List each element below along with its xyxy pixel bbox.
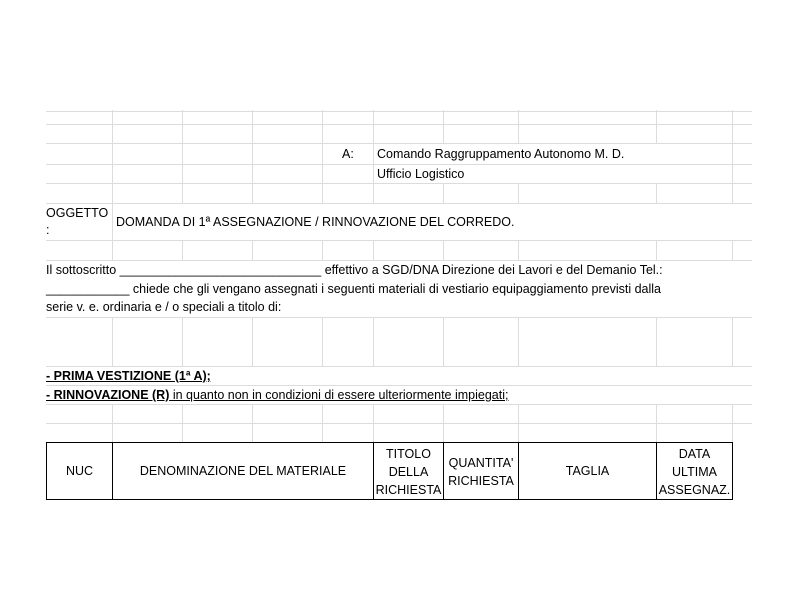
subject-label: OGGETTO — [46, 206, 109, 220]
header-data — [656, 442, 733, 500]
gridline — [373, 317, 374, 367]
gridline — [182, 110, 183, 204]
gridline — [373, 404, 374, 442]
header-quantita-l1: QUANTITA' — [448, 456, 514, 470]
gridline — [112, 404, 113, 442]
header-titolo — [373, 442, 444, 500]
gridline — [518, 240, 519, 261]
gridline — [443, 404, 444, 442]
gridline — [322, 317, 323, 367]
gridline — [112, 317, 113, 367]
gridline — [46, 423, 752, 424]
gridline — [46, 240, 752, 241]
gridline — [252, 404, 253, 442]
gridline — [46, 111, 752, 112]
header-data-l2: ULTIMA — [672, 465, 717, 479]
gridline — [46, 143, 752, 144]
header-data-l3: ASSEGNAZ. — [658, 483, 731, 497]
option-renewal — [46, 386, 508, 404]
header-nuc — [46, 442, 113, 500]
header-titolo-l1: TITOLO — [386, 447, 431, 461]
header-titolo-l3: RICHIESTA — [375, 483, 442, 497]
recipient-line-1: Comando Raggruppamento Autonomo M. D. — [377, 147, 625, 161]
gridline — [518, 317, 519, 367]
spreadsheet-grid — [46, 110, 752, 497]
subject-label-colon: : — [46, 223, 50, 237]
recipient-line-2: Ufficio Logistico — [377, 167, 465, 181]
gridline — [443, 183, 444, 204]
gridline — [46, 404, 752, 405]
header-quantita-l2: RICHIESTA — [448, 474, 514, 488]
gridline — [443, 240, 444, 261]
body-line-2: ____________ chiede che gli vengano assegnati i seguenti materiali di vestiario equipaggiamento previsti dalla — [46, 282, 661, 296]
gridline — [46, 317, 752, 318]
option-first-assignment: - PRIMA VESTIZIONE (1ª A); — [46, 369, 211, 383]
gridline — [732, 317, 733, 367]
gridline — [518, 110, 519, 144]
gridline — [373, 110, 374, 204]
body-line-3: serie v. e. ordinaria e / o speciali a titolo di: — [46, 300, 282, 314]
gridline — [46, 124, 752, 125]
gridline — [182, 240, 183, 261]
gridline — [112, 203, 113, 241]
option-renewal-text: in quanto non in condizioni di essere ulteriormente impiegati; — [169, 388, 509, 402]
gridline — [443, 317, 444, 367]
gridline — [252, 110, 253, 204]
gridline — [732, 404, 733, 442]
gridline — [656, 240, 657, 261]
subject-text: DOMANDA DI 1ª ASSEGNAZIONE / RINNOVAZIONE DEL CORREDO. — [116, 215, 515, 229]
gridline — [732, 110, 733, 204]
gridline — [656, 183, 657, 204]
recipient-label: A: — [342, 147, 354, 161]
gridline — [518, 183, 519, 204]
body-line-1: Il sottoscritto _____________________________ effettivo a SGD/DNA Direzione dei Lavori e del Demanio Tel.: — [46, 263, 663, 277]
header-titolo-l2: DELLA — [388, 465, 429, 479]
gridline — [322, 240, 323, 261]
option-renewal-bold: - RINNOVAZIONE (R) — [46, 388, 170, 402]
gridline — [112, 110, 113, 204]
gridline — [443, 110, 444, 144]
gridline — [322, 110, 323, 204]
header-taglia — [518, 442, 657, 500]
header-denominazione-label: DENOMINAZIONE DEL MATERIALE — [139, 464, 347, 478]
gridline — [182, 317, 183, 367]
gridline — [518, 404, 519, 442]
gridline — [322, 404, 323, 442]
header-quantita — [443, 442, 519, 500]
gridline — [656, 317, 657, 367]
gridline — [373, 240, 374, 261]
header-nuc-label: NUC — [65, 464, 94, 478]
gridline — [656, 110, 657, 144]
header-denominazione — [112, 442, 374, 500]
gridline — [182, 404, 183, 442]
gridline — [732, 240, 733, 261]
gridline — [46, 203, 752, 204]
header-taglia-label: TAGLIA — [565, 464, 610, 478]
gridline — [252, 240, 253, 261]
gridline — [112, 240, 113, 261]
gridline — [252, 317, 253, 367]
gridline — [656, 404, 657, 442]
gridline — [46, 183, 752, 184]
header-data-l1: DATA — [678, 447, 711, 461]
